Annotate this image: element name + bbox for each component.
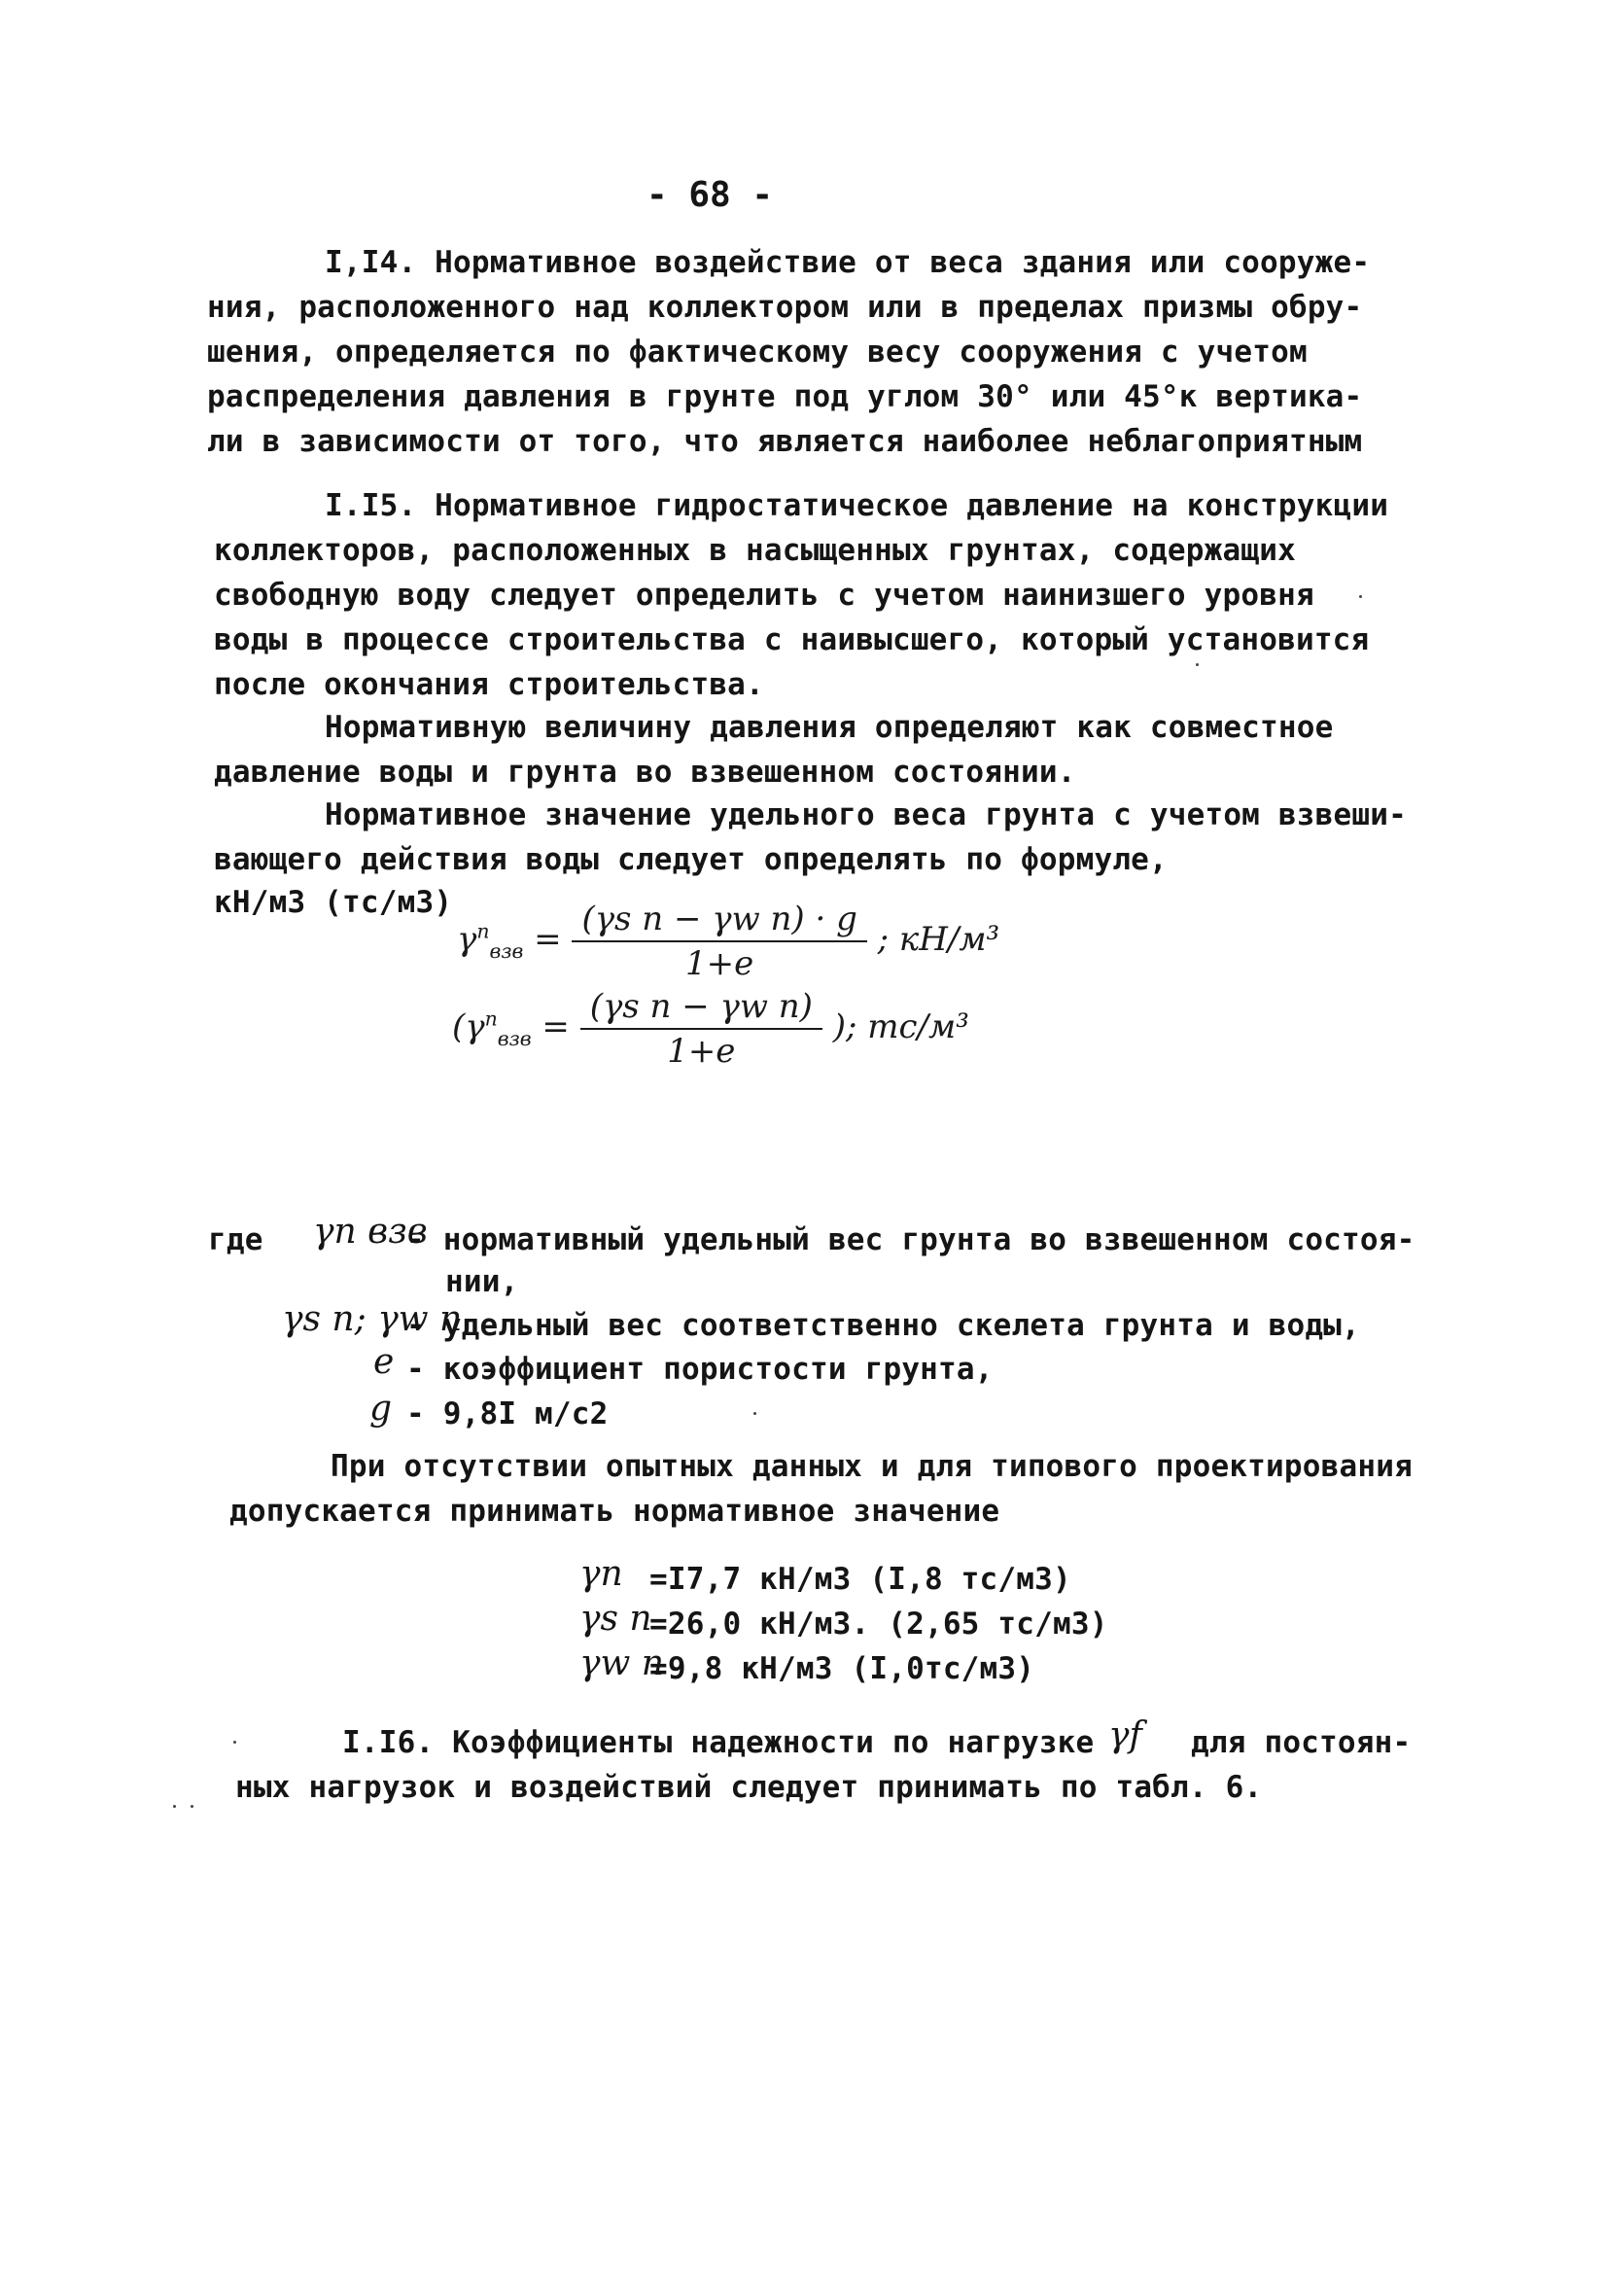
symbol-gamma-s-w: γs n; γw n [282, 1299, 463, 1339]
definition-text: - коэффициент пористости грунта, [406, 1352, 994, 1387]
formula-unit: ; кН/м³ [877, 920, 1000, 959]
scan-speck [233, 1741, 236, 1744]
scan-speck [1196, 663, 1199, 666]
text-line: ния, расположенного над коллектором или в пределах призмы обру- [207, 290, 1363, 325]
scan-speck [173, 1805, 176, 1808]
formula-numerator: (γs n − γw n) · g [572, 900, 866, 942]
text-line: I.I6. Коэффициенты надежности по нагрузке [342, 1725, 1095, 1760]
scan-speck [191, 1805, 193, 1808]
text-line: I,I4. Нормативное воздействие от веса здания или сооруже- [325, 245, 1371, 280]
text-line: для постоян- [1191, 1725, 1412, 1760]
text-line: Нормативное значение удельного веса грунта с учетом взвеши- [325, 797, 1407, 832]
text-line: распределения давления в грунте под углом 30° или 45°к вертика- [207, 379, 1363, 414]
text-line: ли в зависимости от того, что является наиболее неблагоприятным [207, 424, 1363, 459]
where-label: где [208, 1222, 263, 1257]
definition-text: - 9,8I м/с2 [406, 1396, 609, 1431]
text-line: Нормативную величину давления определяют как совместное [325, 710, 1334, 745]
formula-fraction [580, 987, 822, 1071]
text-line: допускается принимать нормативное значение [229, 1494, 1000, 1529]
formula-fraction [572, 900, 866, 983]
symbol-gamma: γn [579, 1554, 623, 1594]
formula-lhs: $\gamma^n_{взв}$ [457, 919, 524, 963]
formula-unit: ); тс/м³ [832, 1007, 969, 1046]
formula-denominator: 1+e [667, 1032, 736, 1071]
text-line: воды в процессе строительства с наивысшего, который установится [214, 622, 1370, 657]
value-text: =9,8 кН/м3 (I,0тс/м3) [649, 1651, 1035, 1686]
text-line: свободную воду следует определить с учетом наинизшего уровня [214, 578, 1314, 613]
symbol-e: e [373, 1342, 395, 1382]
symbol-gamma-f: γf [1108, 1715, 1142, 1755]
scan-speck [753, 1412, 756, 1415]
text-line: давление воды и грунта во взвешенном состоянии. [214, 755, 1076, 790]
text-line: ных нагрузок и воздействий следует принимать по табл. 6. [235, 1770, 1263, 1805]
formula-numerator: (γs n − γw n) [580, 987, 822, 1030]
symbol-gamma-s: γs n [579, 1599, 652, 1639]
symbol-gamma-w: γw n [579, 1643, 664, 1683]
formula-denominator: 1+e [685, 944, 754, 983]
units-label: кН/м3 (тс/м3) [214, 885, 453, 920]
scan-speck [1359, 595, 1362, 598]
text-line: I.I5. Нормативное гидростатическое давление на конструкции [325, 488, 1389, 523]
text-line: шения, определяется по фактическому весу сооружения с учетом [207, 335, 1308, 370]
formula-lhs: ($\gamma^n_{взв}$ [452, 1007, 532, 1050]
text-line: При отсутствии опытных данных и для типового проектирования [331, 1449, 1413, 1484]
definition-text: - нормативный удельный вес грунта во взвешенном состоя- [406, 1222, 1415, 1257]
formula-submerged-weight-tc: ($\gamma^n_{взв}$ = $\frac{\text{(γs n − γw n)}}{1+e}$ ); тс/м³ [452, 987, 969, 1071]
value-text: =I7,7 кН/м3 (I,8 тс/м3) [649, 1562, 1071, 1597]
value-text: =26,0 кН/м3. (2,65 тс/м3) [649, 1607, 1108, 1642]
definition-text: - удельный вес соответственно скелета грунта и воды, [406, 1308, 1360, 1343]
text-line: после окончания строительства. [214, 667, 764, 702]
symbol-gamma-submerged: γn взв [313, 1212, 428, 1252]
formula-submerged-weight-kn: $\gamma^n_{взв}$ = $\frac{\text{(γs n − γw n) · g}}{1+e}$ ; кН/м³ [457, 900, 1000, 983]
text-line: вающего действия воды следует определять по формуле, [214, 842, 1168, 877]
definition-text: нии, [445, 1264, 519, 1299]
text-line: коллекторов, расположенных в насыщенных грунтах, содержащих [214, 533, 1296, 568]
symbol-g: g [369, 1389, 393, 1429]
page-number: - 68 - [646, 175, 774, 215]
